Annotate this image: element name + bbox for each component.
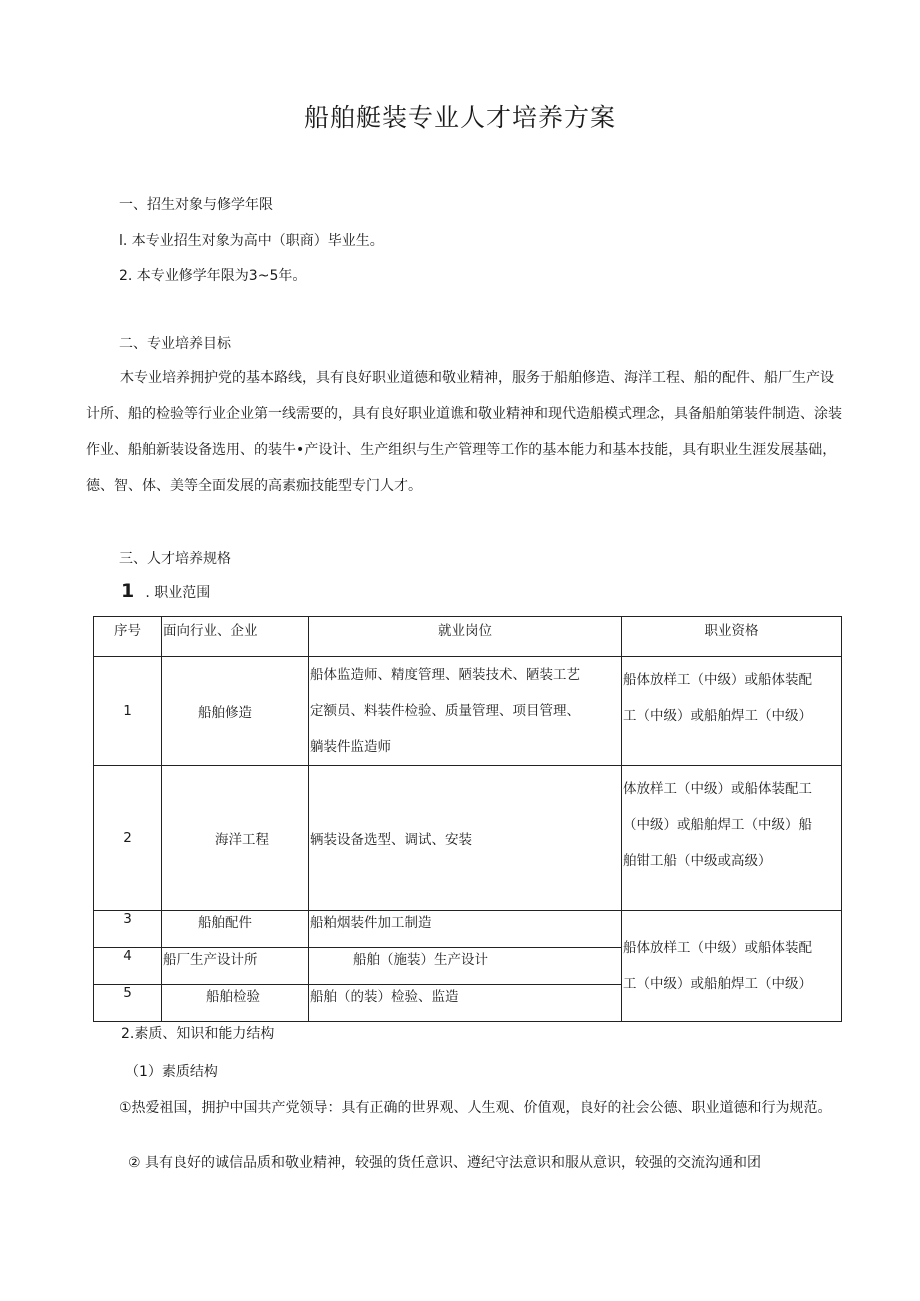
- header-posts: 就业岗位: [309, 617, 622, 657]
- section-2-heading: 二、专业培养目标: [119, 336, 231, 352]
- page-title: 船舶艇装专业人才培养方案: [303, 103, 616, 132]
- row-industry: 船舶检验: [162, 985, 309, 1022]
- cert-line: 体放样工（中级）或船体装配工: [623, 781, 812, 797]
- subsection-2-heading: 2.素质、知识和能力结构: [121, 1026, 275, 1042]
- quality-point-1: ①热爱祖国，拥护中国共产党领导：具有正确的世界观、人生观、价值观，良好的社会公德、职业道德和行为规范。: [119, 1100, 832, 1116]
- employment-table: [93, 616, 842, 1022]
- cert-line: （中级）或船舶焊工（中级）船: [623, 817, 812, 833]
- section-1-heading: 一、招生对象与修学年限: [119, 197, 273, 213]
- table-header-row: [94, 617, 842, 657]
- cert-line: 船体放样工（中级）或船体装配: [623, 940, 812, 956]
- section-1-item-1: l. 本专业招生对象为高中（职商）毕业生。: [119, 233, 384, 249]
- cert-line: 工（中级）或船舶焊工（中级）: [623, 708, 812, 724]
- subsection-1-number: 1: [121, 580, 135, 602]
- row-number: 1: [94, 657, 162, 766]
- row-number: 3: [94, 911, 162, 948]
- section-1-item-2: 2. 本专业修学年限为3~5年。: [119, 268, 307, 284]
- post-line: 躺装件监造师: [310, 739, 391, 755]
- section-2-paragraph: 木专业培养拥护党的基本路线，具有良好职业道德和敬业精神，服务于船舶修造、海洋工程、船的配件、船厂生产设计所、船的检验等行业企业第一线需要的，具有良好职业道谯和敬业精神和现代造船模式理念，具备船舶第装件制造、涂装作业、船舶新装设备选用、的装牛•产设计、生产组织与生产管理等工作的基本能力和基本技能，具有职业生涯发展基础，德、智、体、美等全面发展的高素痂技能型专门人才。: [86, 370, 842, 494]
- row-industry: 船厂生产设计所: [162, 948, 309, 985]
- row-posts: 辆装设备选型、调试、安装: [309, 766, 622, 911]
- cert-line: 船体放样工（中级）或船体装配: [623, 672, 812, 688]
- subsection-2-1-heading: （1）素质结构: [125, 1064, 218, 1080]
- row-cert-shared: [622, 911, 842, 1022]
- subsection-1-label: . 职业范围: [145, 585, 211, 601]
- table-row: [94, 766, 842, 911]
- table-row: [94, 657, 842, 766]
- post-line: 定额员、料装件检验、质量管理、项目管理、: [310, 703, 580, 719]
- post-line: 船体监造师、精度管理、陋装技术、陋装工艺: [310, 667, 580, 683]
- row-posts: 船舶（施装）生产设计: [309, 948, 622, 985]
- header-cert: 职业资格: [622, 617, 842, 657]
- section-3-heading: 三、人才培养规格: [119, 551, 231, 567]
- quality-point-2: ② 具有良好的诚信品质和敬业精神，较强的货任意识、遵纪守法意识和服从意识，较强的交流沟通和团: [128, 1155, 761, 1171]
- row-posts: 船舶（的装）检验、监造: [309, 985, 622, 1022]
- row-industry: 海洋工程: [162, 766, 309, 911]
- row-number: 2: [94, 766, 162, 911]
- row-cert: [622, 766, 842, 911]
- row-number: 5: [94, 985, 162, 1022]
- row-posts: 船粕烟装件加工制造: [309, 911, 622, 948]
- table-row: [94, 911, 842, 948]
- subsection-1-heading: [121, 580, 210, 602]
- row-number: 4: [94, 948, 162, 985]
- row-industry: 船舶修造: [162, 657, 309, 766]
- header-industry: 面向行业、企业: [162, 617, 309, 657]
- cert-line: 工（中级）或船舶焊工（中级）: [623, 976, 812, 992]
- row-posts: [309, 657, 622, 766]
- header-number: 序号: [94, 617, 162, 657]
- cert-line: 舶钳工船（中级或高级）: [623, 853, 772, 869]
- row-cert: [622, 657, 842, 766]
- row-industry: 船舶配件: [162, 911, 309, 948]
